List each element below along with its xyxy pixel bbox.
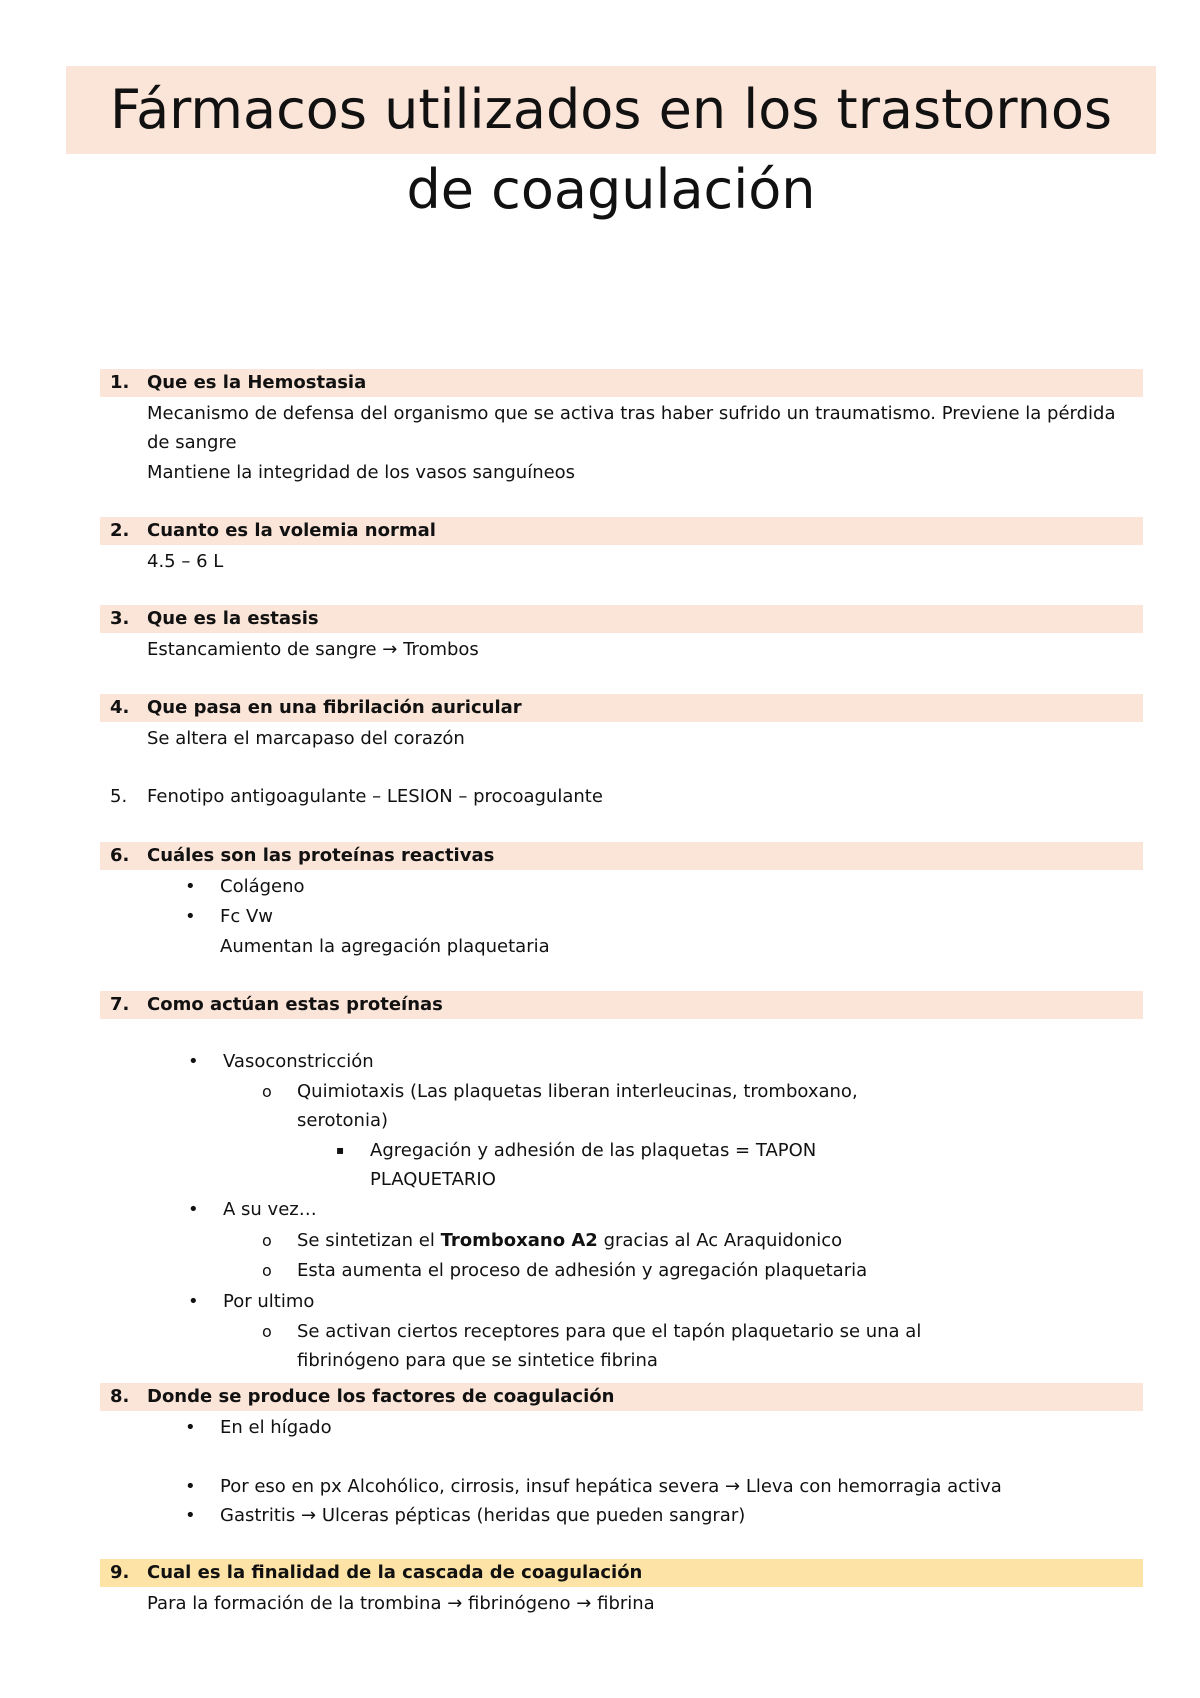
answer-7-bullet-1: Vasoconstricción bbox=[223, 1051, 374, 1072]
answer-1-line-1: Mecanismo de defensa del organismo que se activa tras haber sufrido un traumatismo. Previene la pérdida bbox=[147, 403, 1116, 424]
arrow-icon: → bbox=[382, 639, 398, 660]
title-line-2: de coagulación bbox=[406, 158, 816, 221]
answer-7-bullet-2-sub-1 bbox=[297, 1226, 842, 1255]
answer-6-note: Aumentan la agregación plaquetaria bbox=[220, 936, 550, 957]
answer-6-bullet-2: Fc Vw bbox=[220, 906, 274, 927]
answer-7-bullet-3: Por ultimo bbox=[223, 1291, 315, 1312]
sub-bullet-icon: o bbox=[262, 1322, 272, 1341]
answer-9-part-c: fibrina bbox=[597, 1593, 655, 1614]
answer-9-part-b: fibrinógeno bbox=[468, 1593, 571, 1614]
answer-8-b3-pre: Gastritis bbox=[220, 1505, 296, 1526]
question-6-number: 6. bbox=[110, 845, 130, 866]
question-8-title: Donde se produce los factores de coagulación bbox=[147, 1386, 615, 1407]
question-9-number: 9. bbox=[110, 1562, 130, 1583]
question-6-title: Cuáles son las proteínas reactivas bbox=[147, 845, 495, 866]
answer-8-b3-post: Ulceras pépticas (heridas que pueden sangrar) bbox=[321, 1505, 746, 1526]
question-8-number: 8. bbox=[110, 1386, 130, 1407]
question-3-number: 3. bbox=[110, 608, 130, 629]
answer-7-bullet-1-sub-2: Agregación y adhesión de las plaquetas = TAPON bbox=[370, 1140, 817, 1161]
answer-6-bullet-1: Colágeno bbox=[220, 876, 305, 897]
bullet-icon: • bbox=[185, 1417, 196, 1438]
bullet-icon: • bbox=[185, 876, 196, 897]
answer-3-post: Trombos bbox=[403, 639, 479, 660]
answer-7-bullet-1-sub-2-cont: PLAQUETARIO bbox=[370, 1169, 496, 1190]
title-line-1: Fármacos utilizados en los trastornos bbox=[109, 78, 1113, 141]
answer-3 bbox=[147, 635, 479, 664]
square-bullet-icon: ▪ bbox=[336, 1143, 345, 1157]
bullet-icon: • bbox=[185, 1505, 196, 1526]
answer-7-b2-sub1-bold: Tromboxano A2 bbox=[440, 1230, 598, 1251]
sub-bullet-icon: o bbox=[262, 1082, 272, 1101]
question-2-number: 2. bbox=[110, 520, 130, 541]
answer-7-bullet-3-sub-1-cont: fibrinógeno para que se sintetice fibrina bbox=[297, 1350, 658, 1371]
answer-7-bullet-2-sub-2: Esta aumenta el proceso de adhesión y agregación plaquetaria bbox=[297, 1260, 868, 1281]
answer-7-b2-sub1-post: gracias al Ac Araquidonico bbox=[603, 1230, 843, 1251]
question-9-title: Cual es la finalidad de la cascada de coagulación bbox=[147, 1562, 643, 1583]
question-7-title: Como actúan estas proteínas bbox=[147, 994, 443, 1015]
question-4-title: Que pasa en una fibrilación auricular bbox=[147, 697, 522, 718]
answer-1-line-2: de sangre bbox=[147, 432, 237, 453]
bullet-icon: • bbox=[185, 906, 196, 927]
arrow-icon: → bbox=[724, 1476, 741, 1497]
sub-bullet-icon: o bbox=[262, 1261, 272, 1280]
answer-8-b2-pre: Por eso en px Alcohólico, cirrosis, insuf hepática severa bbox=[220, 1476, 720, 1497]
answer-9 bbox=[147, 1589, 655, 1618]
question-1-title: Que es la Hemostasia bbox=[147, 372, 367, 393]
answer-8-bullet-2 bbox=[220, 1472, 1002, 1501]
arrow-icon: → bbox=[301, 1505, 317, 1526]
bullet-icon: • bbox=[188, 1291, 199, 1312]
bullet-icon: • bbox=[188, 1199, 199, 1220]
answer-4: Se altera el marcapaso del corazón bbox=[147, 728, 465, 749]
answer-9-part-a: Para la formación de la trombina bbox=[147, 1593, 442, 1614]
page-title bbox=[66, 70, 1156, 230]
arrow-icon: → bbox=[447, 1593, 463, 1614]
question-1-number: 1. bbox=[110, 372, 130, 393]
answer-7-bullet-1-sub-1: Quimiotaxis (Las plaquetas liberan interleucinas, tromboxano, bbox=[297, 1081, 858, 1102]
answer-7-b2-sub1-pre: Se sintetizan el bbox=[297, 1230, 435, 1251]
answer-7-bullet-2: A su vez… bbox=[223, 1199, 317, 1220]
answer-8-bullet-3 bbox=[220, 1501, 745, 1530]
question-7-number: 7. bbox=[110, 994, 130, 1015]
question-3-title: Que es la estasis bbox=[147, 608, 319, 629]
item-5-number: 5. bbox=[110, 786, 128, 807]
item-5-text: Fenotipo antigoagulante – LESION – procoagulante bbox=[147, 786, 603, 807]
answer-8-bullet-1: En el hígado bbox=[220, 1417, 332, 1438]
answer-7-bullet-1-sub-1-cont: serotonia) bbox=[297, 1110, 389, 1131]
answer-7-bullet-3-sub-1: Se activan ciertos receptores para que el tapón plaquetario se una al bbox=[297, 1321, 922, 1342]
arrow-icon: → bbox=[576, 1593, 592, 1614]
answer-1-line-3: Mantiene la integridad de los vasos sanguíneos bbox=[147, 462, 576, 483]
bullet-icon: • bbox=[185, 1476, 196, 1497]
question-2-title: Cuanto es la volemia normal bbox=[147, 520, 436, 541]
answer-3-pre: Estancamiento de sangre bbox=[147, 639, 377, 660]
answer-2: 4.5 – 6 L bbox=[147, 551, 224, 572]
answer-8-b2-post: Lleva con hemorragia activa bbox=[745, 1476, 1002, 1497]
question-4-number: 4. bbox=[110, 697, 130, 718]
bullet-icon: • bbox=[188, 1051, 199, 1072]
sub-bullet-icon: o bbox=[262, 1231, 272, 1250]
